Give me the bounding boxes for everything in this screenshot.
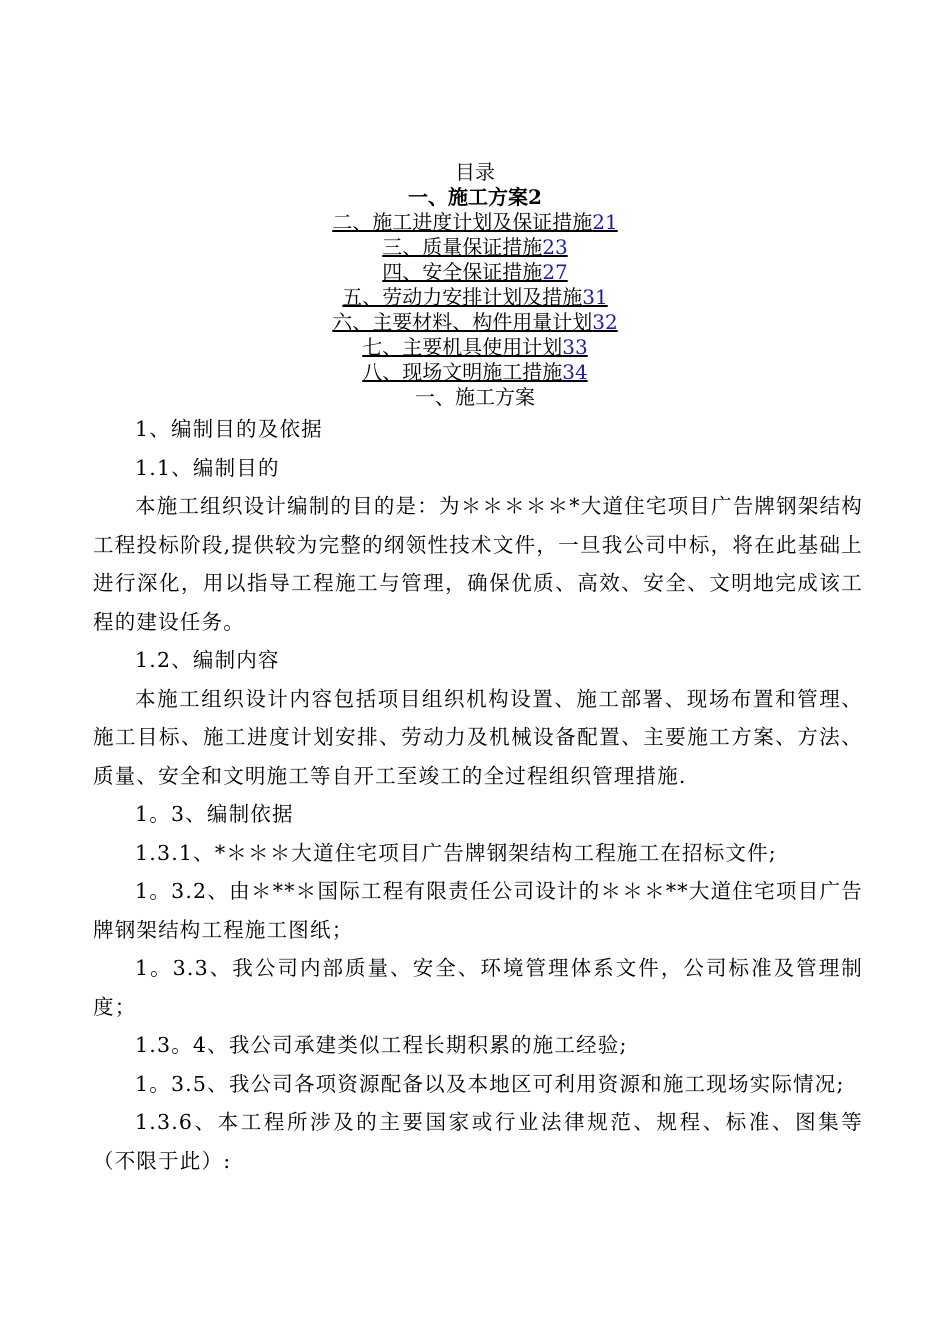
toc-entry-2[interactable] [0, 210, 950, 235]
document-body [93, 410, 863, 1180]
toc-link[interactable] [332, 210, 617, 234]
toc-entry-label: 四、安全保证措施 [382, 260, 543, 284]
toc-link[interactable] [362, 335, 587, 359]
toc-entry-7[interactable] [0, 335, 950, 360]
toc-entry-3[interactable] [0, 235, 950, 260]
paragraph-purpose: 本施工组织设计编制的目的是：为＊＊＊＊＊*大道住宅项目广告牌钢架结构工程投标阶段,提供较为完整的纲领性技术文件，一旦我公司中标，将在此基础上进行深化，用以指导工程施工与管理，确保优质、高效、安全、文明地完成该工程的建设任务。 [93, 494, 863, 634]
toc-entry-5[interactable] [0, 285, 950, 310]
toc-link[interactable] [382, 235, 567, 259]
toc-entry-1 [0, 185, 950, 210]
toc-entry-label: 五、劳动力安排计划及措施 [342, 285, 583, 309]
toc-link[interactable] [332, 310, 617, 334]
toc-entry-8[interactable] [0, 360, 950, 385]
toc-entry-4[interactable] [0, 260, 950, 285]
basis-item-3: 1。3.3、我公司内部质量、安全、环境管理体系文件，公司标准及管理制度； [93, 956, 863, 1019]
toc-link[interactable] [342, 285, 607, 309]
heading-1: 1、编制目的及依据 [135, 417, 323, 441]
toc-link[interactable] [362, 360, 587, 384]
heading-1-3: 1。3、编制依据 [135, 802, 294, 826]
toc-entry-label: 二、施工进度计划及保证措施 [332, 210, 593, 234]
toc-entry-page: 34 [562, 360, 588, 384]
toc-title: 目录 [455, 160, 495, 184]
toc-entry-page: 21 [592, 210, 618, 234]
table-of-contents [0, 160, 950, 410]
toc-entry-label: 六、主要材料、构件用量计划 [332, 310, 593, 334]
basis-item-6: 1.3.6、本工程所涉及的主要国家或行业法律规范、规程、标准、图集等（不限于此）: [93, 1110, 863, 1173]
basis-item-2: 1。3.2、由＊**＊国际工程有限责任公司设计的＊＊＊**大道住宅项目广告牌钢架结构工程施工图纸； [93, 879, 863, 942]
toc-entry-label: 八、现场文明施工措施 [362, 360, 563, 384]
toc-entry-page: 32 [592, 310, 618, 334]
toc-entry-page: 31 [582, 285, 608, 309]
toc-link[interactable] [382, 260, 567, 284]
paragraph-content: 本施工组织设计内容包括项目组织机构设置、施工部署、现场布置和管理、施工目标、施工进度计划安排、劳动力及机械设备配置、主要施工方案、方法、质量、安全和文明施工等自开工至竣工的全过程组织管理措施. [93, 686, 863, 788]
heading-1-2: 1.2、编制内容 [135, 648, 280, 672]
basis-item-5: 1。3.5、我公司各项资源配备以及本地区可利用资源和施工现场实际情况; [135, 1071, 845, 1096]
toc-entry-page: 23 [542, 235, 568, 259]
heading-1-1: 1.1、编制目的 [135, 455, 280, 480]
toc-entry-label: 七、主要机具使用计划 [362, 335, 563, 359]
toc-entry-page: 2 [528, 185, 542, 209]
toc-entry-label: 三、质量保证措施 [382, 235, 543, 259]
section-heading: 一、施工方案 [415, 385, 535, 409]
toc-entry-page: 33 [562, 335, 588, 359]
basis-item-4: 1.3。4、我公司承建类似工程长期积累的施工经验; [135, 1033, 628, 1057]
toc-entry-6[interactable] [0, 310, 950, 335]
basis-item-1: 1.3.1、*＊＊＊大道住宅项目广告牌钢架结构工程施工在招标文件; [135, 840, 777, 865]
toc-entry-label: 一、施工方案 [408, 185, 529, 209]
toc-entry-page: 27 [542, 260, 568, 284]
